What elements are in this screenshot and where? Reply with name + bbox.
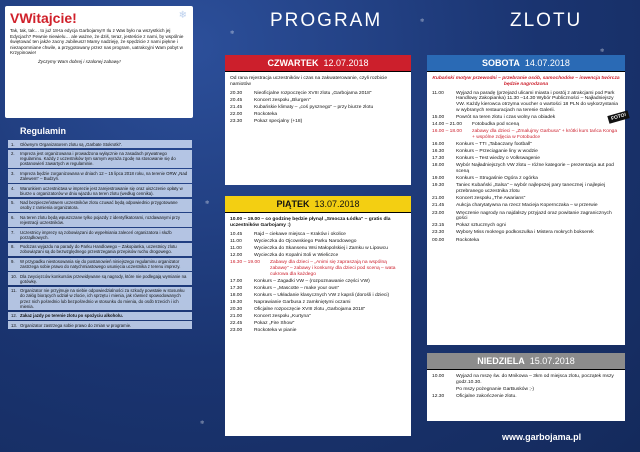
schedule-row (432, 394, 620, 400)
schedule-event: Wybór Najładniejszych VW zlotu – różne kategorie – prezentacja aut pod sceną (456, 163, 614, 175)
schedule-time: 11.00 (432, 90, 444, 96)
regulamin-item-text: Nad bezpieczeństwem uczestników zlotu czuwać będą odpowiednio przygotowane osoby z ramienia organizatora. (20, 200, 178, 211)
schedule-time: 21.45 (432, 203, 445, 209)
schedule-time: 16.30 – 19.00 (230, 259, 260, 265)
schedule-time: 17.30 (230, 285, 243, 291)
schedule-row (230, 286, 406, 292)
schedule-time: 19.30 (230, 299, 243, 305)
schedule-time: 19.00 (432, 176, 445, 182)
schedule-event: Wręczenie nagrody na najdalszy przyjazd oraz powitanie zagranicznych gości (456, 210, 612, 222)
regulamin-item (8, 228, 192, 241)
schedule-row (432, 183, 620, 195)
schedule-time (432, 387, 456, 393)
regulamin-item-text: Impreza będzie zorganizowana w dniach 12 – 15 lipca 2018 roku, na terenie ORW „Nad Zalewem" – Budzyń. (20, 170, 188, 181)
regulamin-list (8, 140, 192, 331)
schedule-row (432, 142, 620, 148)
schedule-row (432, 176, 620, 182)
day-date: 12.07.2018 (323, 58, 369, 68)
welcome-box (5, 6, 193, 118)
schedule-time: 22.00 (230, 111, 243, 117)
schedule-time: 12.30 (432, 393, 445, 399)
schedule-event: Rajd – ciekawe miejsca – Kraków i okolice (254, 231, 346, 237)
regulamin-item-text: Uczestnicy imprezy są zobowiązani do wypełniania zaleceń organizatora i służb porządkowych. (20, 229, 172, 240)
schedule-event: Wyjazd na paradę (przejazd ulicami miasta i postój z atrakcjami pod Park Handlowy Zakopianka) 11.30 –14.30 Wybór Publiczności – Najładniejszy VW. Każdy kierowca otrzyma voucher o wartości 18 PLN do wykorzystania w wybranych restauracjach na terenie Galerii. (456, 90, 618, 113)
schedule-event: Konkurs – Układanie klasycznych VW z kapsli (dorośli i dzieci) (254, 292, 390, 298)
day-thursday (225, 55, 411, 185)
schedule-event: Wycieczka do Skansenu Wsi Małopolskiej i Zamku w Lipowcu (254, 245, 388, 251)
schedule-row (432, 122, 620, 128)
day-name: SOBOTA (482, 58, 520, 68)
schedule-event: Konkurs – Strugaśnie Ogóra z ogórka (456, 176, 538, 182)
regulamin-item (8, 184, 192, 197)
regulamin-item-text: W przypadku niestosowania się do postanowień niniejszego regulaminu organizator zastrzega sobie prawo do natychmiastowego usunięcia uczestnika z terenu imprezy. (20, 259, 181, 270)
regulamin-item (8, 150, 192, 168)
schedule-event: Koncert zespołu „Kurtyna" (254, 314, 311, 320)
schedule-row (230, 300, 406, 306)
day-friday (225, 196, 411, 436)
schedule-time: 21.00 (230, 314, 243, 320)
thursday-lead: Od rana rejestracja uczestników i czas na zakwaterowanie, czyli rozbicie namiotów (230, 76, 388, 87)
regulamin-item (8, 169, 192, 182)
schedule-row (230, 232, 406, 238)
schedule-event: Oficjalne zakończenie zlotu. (456, 393, 517, 399)
regulamin-item-text: Głównym Organizatorem zlotu są „Garbate Stokrotki". (20, 141, 123, 147)
day-date: 15.07.2018 (529, 356, 575, 366)
schedule-event: Po mszy pożegnanie GarBusków ;-) (456, 386, 535, 392)
regulamin-item-number: 6. (11, 214, 15, 220)
schedule-row (432, 149, 620, 155)
schedule-event: Wycieczka do Kopalni Soli w Wieliczce (254, 252, 339, 258)
schedule-row (230, 112, 406, 118)
regulamin-item (8, 140, 192, 148)
schedule-row (432, 156, 620, 162)
schedule-row (432, 211, 620, 223)
sunday-schedule (432, 374, 620, 400)
schedule-event: Rockoteka w pianie (254, 328, 297, 334)
day-saturday (427, 55, 625, 345)
schedule-event: Naprawianie Garbusa z zamkniętymi oczami (254, 299, 351, 305)
regulamin-item-number: 11. (11, 288, 17, 294)
regulamin-item-text: Organizator nie przyjmuje na siebie odpowiedzialności za szkody powstałe w stosunku do załóg biorących udział w zlocie, ich sprzętu i mienia, jak również spowodowanych przez nich pośrednio lub bezpośrednio w stosunku do mienia, do osób trzecich i ich mienia. (20, 288, 185, 309)
schedule-event: Oficjalne rozpoczęcie XVIII zlotu „Garbojama 2018" (254, 307, 366, 313)
schedule-row (230, 253, 406, 259)
regulamin-item-number: 2. (11, 151, 15, 157)
schedule-time: 18.00 (432, 163, 445, 169)
regulamin-item-text: Na teren zlotu będą wpuszczane tylko pojazdy z identyfikatorami, rozdawanymi przy rejestracji uczestników. (20, 214, 181, 226)
header-zlotu: ZLOTU (510, 10, 583, 31)
schedule-event: Konkurs – Test wiedzy o Volkswagenie (456, 156, 540, 162)
regulamin-item-text: Zakaz jazdy po terenie zlotu po spożyciu alkoholu. (20, 313, 123, 319)
schedule-row (230, 105, 406, 111)
schedule-event: Pokaz sztucznych ogni (456, 223, 506, 229)
schedule-row (432, 163, 620, 175)
regulamin-item (8, 287, 192, 310)
day-header-saturday (427, 55, 625, 72)
regulamin-item-number: 12. (11, 313, 17, 319)
schedule-row (432, 387, 620, 393)
schedule-row (230, 239, 406, 245)
schedule-time: 00.00 (432, 237, 445, 243)
day-name: PIĄTEK (276, 199, 310, 209)
schedule-time: 16.30 (432, 149, 445, 155)
snowflake-icon: ❄ (178, 10, 187, 21)
regulamin-item-number: 5. (11, 200, 15, 206)
regulamin-item-number: 13. (11, 322, 17, 328)
schedule-row (230, 91, 406, 97)
schedule-time: 23.15 (432, 223, 445, 229)
schedule-row (230, 293, 406, 299)
day-header-thursday (225, 55, 411, 72)
regulamin-item-number: 10. (11, 273, 17, 279)
schedule-row (230, 279, 406, 285)
schedule-time: 11.00 (230, 238, 242, 244)
regulamin-item (8, 321, 192, 329)
regulamin-title: Regulamin (20, 126, 67, 136)
schedule-row (230, 260, 406, 277)
welcome-title: VWitajcie! (10, 10, 77, 26)
schedule-row (432, 129, 620, 141)
schedule-row (432, 223, 620, 229)
schedule-time: 22.45 (230, 321, 243, 327)
schedule-event: Konkurs – Przeciąganie liny w wodzie (456, 149, 538, 155)
regulamin-item-text: Dla zwycięzców konkursów przewidywane są nagrody, które nie podlegają wymianie na gotówkę. (20, 273, 187, 284)
schedule-row (230, 98, 406, 104)
schedule-time: 11.00 (230, 245, 242, 251)
regulamin-item-text: Warunkiem uczestnictwa w imprezie jest zarejestrowanie się oraz uiszczenie opłaty w biurze u organizatorów w dniu wjazdu na teren zlotu (według cennika). (20, 185, 183, 196)
regulamin-item (8, 199, 192, 212)
welcome-text: Tak, tak, tak… to już 18-ta edycja Garbojamy!!! Ilu z Was było na wszystkich jej Edycjach? Pewnie niewielu… ale ważne, że dziś, teraz, jesteście z nami, by wspólnie świętować ten jakże zacny Jubileusz! Mamy nadzieję, że spędzicie z nami piękne i niezapomniane chwile, a przygotowany przez nas program, uatrakcyjni Wam pobyt w Krzypinowie! (10, 28, 184, 56)
regulamin-item-text: Podczas wyjazdu na parady do Parku Handlowego – Zakopianka, uczestnicy zlotu zobowiązani są do bezwzględnego przestrzegania przepisów ruchu drogowego. (20, 244, 177, 255)
schedule-row (230, 321, 406, 327)
schedule-time: 23.00 (432, 210, 445, 216)
day-header-friday (225, 196, 411, 213)
friday-lead: 10.00 – 19.00 – co godzinę będzie płynął „Smocza Łódka" – gratis dla uczestników Garbojamy :) (230, 217, 391, 228)
schedule-event: Powrót na teren zlotu i czas wolny na obiadek (456, 115, 556, 121)
regulamin-item (8, 213, 192, 226)
schedule-time: 15.00 (432, 115, 445, 121)
schedule-row (432, 203, 620, 209)
schedule-time: 17.00 (230, 278, 243, 284)
day-date: 14.07.2018 (524, 58, 570, 68)
schedule-event: Wycieczka do Ojcowskiego Parku Narodowego (254, 238, 357, 244)
schedule-time: 23.30 (230, 118, 243, 124)
schedule-row (230, 314, 406, 320)
schedule-time: 21.00 (432, 196, 445, 202)
schedule-time: 20.30 (230, 307, 243, 313)
schedule-row (432, 91, 620, 114)
regulamin-item-number: 9. (11, 259, 15, 264)
schedule-row (432, 115, 620, 121)
saturday-lead: Kubański motyw przewodni – przebranie osób, samochodów – inwencja twórcza będzie nagrodzona (432, 76, 620, 87)
day-name: NIEDZIELA (477, 356, 525, 366)
schedule-time: 10.00 (432, 374, 445, 379)
schedule-time: 20.30 (230, 90, 243, 96)
regulamin-item-number: 4. (11, 185, 15, 191)
schedule-event: Aukcja charytatywna na rzecz Macieja Kopernczaka – w przerwie (456, 203, 598, 209)
schedule-event: Konkurs – „Mascotte – make your own" (254, 285, 340, 291)
schedule-time: 18.00 (230, 292, 243, 298)
schedule-event: Nieoficjalne rozpoczęcie XVIII zlotu „Garbojama 2018" (254, 90, 372, 96)
day-date: 13.07.2018 (314, 199, 360, 209)
schedule-event: Zabawy dla dzieci – „Animi się zapraszają na wspólną zabawę" – zabawy i konkursy dla dzieci pod sceną – wata cukrowa dla każdego (270, 259, 396, 277)
regulamin-item-text: Impreza jest organizowana i prowadzona wyłącznie na zasadach prywatnego regulaminu. Każdy z uczestników tym samym wyraża zgodę na stosowanie się do postanowień zawartych w regulaminie. (20, 151, 176, 167)
schedule-event: Wybory Miss mokrego podkoszulka i Mistera mokrych bokserek (456, 230, 594, 236)
schedule-time: 16.00 (432, 142, 445, 148)
schedule-time: 23.30 (432, 230, 445, 236)
regulamin-item (8, 258, 192, 271)
welcome-signature: Życzymy Wam dobrej i szalonej zabawy! (38, 58, 121, 64)
schedule-event: Rockoteka (254, 111, 278, 117)
schedule-event: Wyjazd na mszę św. do Mnikowa – 3km od miejsca zlotu, początek mszy godz.10.30. (456, 374, 614, 385)
regulamin-item-number: 8. (11, 244, 15, 250)
schedule-event: Konkurs – TTI „Tabaczany football" (456, 142, 532, 148)
schedule-event: zabawy dla dzieci – „Zmalujmy Garbusa" + krótki kurs tańca Konga + wspólne zdjęcia w Fotobudce (472, 129, 618, 141)
schedule-event: Fotobudka pod sceną (472, 122, 520, 128)
schedule-time: 16.00 – 18.00 (432, 129, 462, 135)
schedule-event: Koncert zespołu „The Awarians" (456, 196, 526, 202)
schedule-event: Kubańskie klimaty – „coś pysznego" – przy biurze zlotu (254, 104, 374, 110)
saturday-schedule (432, 91, 620, 244)
schedule-time: 19.30 (432, 183, 445, 189)
schedule-time: 21.45 (230, 104, 243, 110)
day-sunday (427, 353, 625, 421)
regulamin-item-number: 3. (11, 170, 15, 176)
schedule-event: Rockoteka (456, 237, 480, 243)
schedule-event: Konkurs – Zagadki VW – (rozpoznawanie części VW) (254, 278, 370, 284)
schedule-time: 14.00 – 21.00 (432, 122, 462, 128)
website-url[interactable]: www.garbojama.pl (502, 432, 582, 442)
schedule-time: 20.45 (230, 97, 243, 103)
schedule-row (230, 246, 406, 252)
thursday-schedule (230, 91, 406, 125)
regulamin-item (8, 312, 192, 320)
photo-tag: FOTO! (607, 110, 630, 124)
schedule-row (432, 238, 620, 244)
schedule-time: 23.00 (230, 328, 243, 334)
schedule-event: Koncert zespołu „Blurgen" (254, 97, 311, 103)
schedule-row (432, 196, 620, 202)
regulamin-item (8, 272, 192, 285)
friday-schedule (230, 232, 406, 335)
day-name: CZWARTEK (267, 58, 319, 68)
schedule-row (432, 374, 620, 386)
schedule-row (432, 230, 620, 236)
schedule-row (230, 328, 406, 334)
schedule-event: Pokaz „Fire Show" (254, 321, 295, 327)
schedule-row (230, 119, 406, 125)
header-program: PROGRAM (270, 10, 383, 31)
schedule-time: 12.00 (230, 252, 243, 258)
schedule-event: Pokaz specjalny (+18) (254, 118, 303, 124)
day-header-sunday (427, 353, 625, 370)
schedule-time: 17.30 (432, 156, 445, 162)
schedule-row (230, 307, 406, 313)
schedule-event: Taniec Kubański „Salsa" – wybór najlepszej pary tanecznej i najlepiej przebranego uczestnika zlotu (456, 183, 606, 195)
regulamin-item-number: 1. (11, 141, 15, 147)
regulamin-item-number: 7. (11, 229, 15, 235)
regulamin-item (8, 243, 192, 256)
schedule-time: 10.45 (230, 231, 243, 237)
regulamin-item-text: Organizator zastrzega sobie prawo do zmian w programie. (20, 322, 132, 328)
